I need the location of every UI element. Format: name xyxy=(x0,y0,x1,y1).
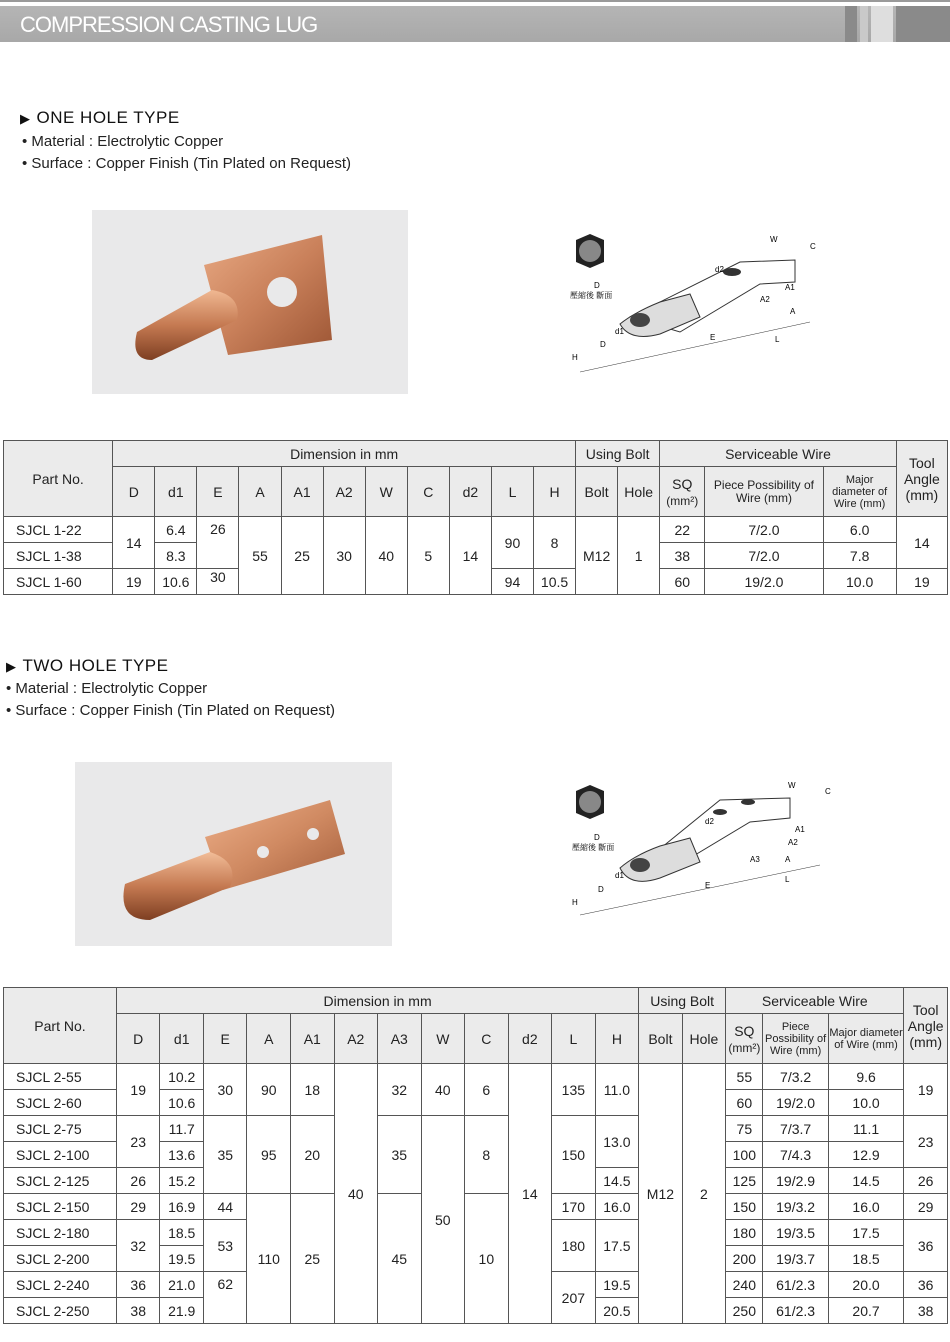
one-hole-spec-table xyxy=(3,440,948,595)
table-cell: 35 xyxy=(203,1116,247,1194)
part-no-cell: SJCL 2-55 xyxy=(4,1064,117,1090)
col-header: A xyxy=(247,1014,291,1064)
table-cell: 44 xyxy=(203,1194,247,1220)
header-block xyxy=(896,6,950,42)
table-cell: 100 xyxy=(726,1142,763,1168)
col-header: D xyxy=(116,1014,160,1064)
col-header-major: Major diameter of Wire (mm) xyxy=(828,1014,904,1064)
part-no-cell: SJCL 2-100 xyxy=(4,1142,117,1168)
table-cell: 200 xyxy=(726,1246,763,1272)
table-cell: 8 xyxy=(534,517,576,569)
page-header xyxy=(0,6,950,42)
col-header-hole: Hole xyxy=(618,467,660,517)
svg-text:D: D xyxy=(594,833,600,842)
table-cell: 29 xyxy=(116,1194,160,1220)
svg-text:W: W xyxy=(788,781,796,790)
table-cell: 50 xyxy=(421,1116,465,1324)
table-cell: 13.6 xyxy=(160,1142,204,1168)
col-header-dimension: Dimension in mm xyxy=(116,988,638,1014)
surface-text: • Surface : Copper Finish (Tin Plated on Request) xyxy=(6,702,336,719)
table-cell: 23 xyxy=(904,1116,948,1168)
one-hole-lug-photo xyxy=(92,210,408,394)
table-cell: 60 xyxy=(660,569,705,595)
table-cell: 5 xyxy=(407,517,449,595)
table-cell: 10.0 xyxy=(823,569,896,595)
table-cell: 16.0 xyxy=(595,1194,639,1220)
table-cell: 14 xyxy=(449,517,491,595)
table-cell: 207 xyxy=(552,1272,596,1324)
table-cell: 45 xyxy=(378,1194,422,1324)
col-header-part-no: Part No. xyxy=(4,988,117,1064)
svg-text:A3: A3 xyxy=(750,855,760,864)
table-cell: 110 xyxy=(247,1194,291,1324)
table-cell: 40 xyxy=(421,1064,465,1116)
table-cell: 6.4 xyxy=(155,517,197,543)
table-cell: 95 xyxy=(247,1116,291,1194)
table-cell: 150 xyxy=(552,1116,596,1194)
svg-text:C: C xyxy=(825,787,831,796)
table-cell: 62 xyxy=(203,1272,247,1324)
col-header-dimension: Dimension in mm xyxy=(113,441,576,467)
table-cell: 19/2.9 xyxy=(763,1168,828,1194)
table-cell: 30 xyxy=(197,569,239,595)
svg-text:H: H xyxy=(572,898,578,907)
col-header: H xyxy=(595,1014,639,1064)
table-cell: 20 xyxy=(291,1116,335,1194)
svg-text:D: D xyxy=(600,340,606,349)
table-cell: 61/2.3 xyxy=(763,1272,828,1298)
diagram-caption: 壓縮後 斷面 xyxy=(572,843,615,852)
svg-text:d2: d2 xyxy=(705,817,714,826)
svg-text:E: E xyxy=(710,333,716,342)
section-title-one-hole: ▶ ONE HOLE TYPE xyxy=(20,108,180,127)
table-cell: 1 xyxy=(618,517,660,595)
table-cell: 90 xyxy=(491,517,533,569)
col-header: E xyxy=(197,467,239,517)
col-header-major: Major diameter of Wire (mm) xyxy=(823,467,896,517)
part-no-cell: SJCL 2-60 xyxy=(4,1090,117,1116)
col-header: d2 xyxy=(449,467,491,517)
table-cell: 10.0 xyxy=(828,1090,904,1116)
table-cell: 7/3.2 xyxy=(763,1064,828,1090)
svg-text:L: L xyxy=(775,335,780,344)
table-cell: 19 xyxy=(113,569,155,595)
table-cell: 10 xyxy=(465,1194,509,1324)
table-cell: 6.0 xyxy=(823,517,896,543)
table-cell: M12 xyxy=(576,517,618,595)
table-cell: M12 xyxy=(639,1064,683,1324)
header-block xyxy=(845,6,857,42)
col-header-using-bolt: Using Bolt xyxy=(576,441,660,467)
table-cell: 55 xyxy=(726,1064,763,1090)
table-cell: 19.5 xyxy=(160,1246,204,1272)
table-cell: 7/2.0 xyxy=(705,543,823,569)
table-cell: 23 xyxy=(116,1116,160,1168)
table-cell: 20.0 xyxy=(828,1272,904,1298)
table-cell: 60 xyxy=(726,1090,763,1116)
col-header: A1 xyxy=(281,467,323,517)
part-no-cell: SJCL 1-38 xyxy=(4,543,113,569)
svg-text:A: A xyxy=(790,307,796,316)
table-cell: 36 xyxy=(904,1220,948,1272)
col-header-bolt: Bolt xyxy=(639,1014,683,1064)
table-cell: 7.8 xyxy=(823,543,896,569)
part-no-cell: SJCL 2-250 xyxy=(4,1298,117,1324)
svg-text:A: A xyxy=(785,855,791,864)
col-header-serviceable-wire: Serviceable Wire xyxy=(660,441,896,467)
col-header-sq: SQ (mm²) xyxy=(726,1014,763,1064)
table-cell: 90 xyxy=(247,1064,291,1116)
table-cell: 38 xyxy=(904,1298,948,1324)
table-cell: 14.5 xyxy=(828,1168,904,1194)
table-cell: 10.6 xyxy=(160,1090,204,1116)
table-cell: 18 xyxy=(291,1064,335,1116)
svg-text:d1: d1 xyxy=(615,327,624,336)
table-cell: 17.5 xyxy=(828,1220,904,1246)
col-header-using-bolt: Using Bolt xyxy=(639,988,726,1014)
table-cell: 240 xyxy=(726,1272,763,1298)
table-cell: 26 xyxy=(116,1168,160,1194)
table-cell: 11.1 xyxy=(828,1116,904,1142)
table-cell: 180 xyxy=(726,1220,763,1246)
col-header: L xyxy=(552,1014,596,1064)
col-header: H xyxy=(534,467,576,517)
table-cell: 32 xyxy=(378,1064,422,1116)
table-cell: 26 xyxy=(197,517,239,569)
header-block xyxy=(871,6,893,42)
svg-text:A2: A2 xyxy=(788,838,798,847)
col-header: W xyxy=(365,467,407,517)
two-hole-lug-photo xyxy=(75,762,392,946)
table-cell: 10.6 xyxy=(155,569,197,595)
table-cell: 19 xyxy=(116,1064,160,1116)
table-cell: 180 xyxy=(552,1220,596,1272)
table-cell: 150 xyxy=(726,1194,763,1220)
table-cell: 36 xyxy=(116,1272,160,1298)
svg-text:E: E xyxy=(705,881,711,890)
table-cell: 29 xyxy=(904,1194,948,1220)
table-cell: 11.0 xyxy=(595,1064,639,1116)
svg-text:A1: A1 xyxy=(795,825,805,834)
col-header: A xyxy=(239,467,281,517)
table-cell: 8.3 xyxy=(155,543,197,569)
table-cell: 40 xyxy=(365,517,407,595)
col-header-piece: Piece Possibility of Wire (mm) xyxy=(705,467,823,517)
col-header: W xyxy=(421,1014,465,1064)
svg-text:d1: d1 xyxy=(615,871,624,880)
part-no-cell: SJCL 2-240 xyxy=(4,1272,117,1298)
material-text: • Material : Electrolytic Copper xyxy=(6,680,208,697)
table-cell: 19/3.5 xyxy=(763,1220,828,1246)
table-cell: 18.5 xyxy=(828,1246,904,1272)
part-no-cell: SJCL 2-125 xyxy=(4,1168,117,1194)
surface-text: • Surface : Copper Finish (Tin Plated on Request) xyxy=(22,155,352,172)
table-cell: 2 xyxy=(682,1064,726,1324)
table-cell: 21.0 xyxy=(160,1272,204,1298)
table-cell: 38 xyxy=(660,543,705,569)
section-title-two-hole: ▶ TWO HOLE TYPE xyxy=(6,656,169,675)
part-no-cell: SJCL 2-150 xyxy=(4,1194,117,1220)
table-cell: 250 xyxy=(726,1298,763,1324)
header-rule xyxy=(0,0,950,2)
col-header-bolt: Bolt xyxy=(576,467,618,517)
col-header: C xyxy=(465,1014,509,1064)
part-no-cell: SJCL 2-75 xyxy=(4,1116,117,1142)
part-no-cell: SJCL 2-200 xyxy=(4,1246,117,1272)
two-hole-spec-table xyxy=(3,987,948,1324)
table-cell: 32 xyxy=(116,1220,160,1272)
col-header: L xyxy=(491,467,533,517)
table-cell: 6 xyxy=(465,1064,509,1116)
svg-text:D: D xyxy=(594,281,600,290)
table-cell: 30 xyxy=(323,517,365,595)
material-text: • Material : Electrolytic Copper xyxy=(22,133,224,150)
col-header-hole: Hole xyxy=(682,1014,726,1064)
col-header: d1 xyxy=(160,1014,204,1064)
table-cell: 19 xyxy=(896,569,947,595)
table-cell: 14 xyxy=(508,1064,552,1324)
table-cell: 55 xyxy=(239,517,281,595)
table-cell: 170 xyxy=(552,1194,596,1220)
svg-text:H: H xyxy=(572,353,578,362)
table-cell: 7/2.0 xyxy=(705,517,823,543)
table-cell: 12.9 xyxy=(828,1142,904,1168)
col-header-piece: Piece Possibility of Wire (mm) xyxy=(763,1014,828,1064)
col-header: E xyxy=(203,1014,247,1064)
table-cell: 36 xyxy=(904,1272,948,1298)
header-block xyxy=(860,6,868,42)
table-cell: 35 xyxy=(378,1116,422,1194)
table-cell: 125 xyxy=(726,1168,763,1194)
svg-text:W: W xyxy=(770,235,778,244)
col-header: d1 xyxy=(155,467,197,517)
table-cell: 25 xyxy=(291,1194,335,1324)
one-hole-dimension-diagram xyxy=(560,222,830,382)
col-header: A3 xyxy=(378,1014,422,1064)
table-cell: 19/3.7 xyxy=(763,1246,828,1272)
col-header: A1 xyxy=(291,1014,335,1064)
table-cell: 15.2 xyxy=(160,1168,204,1194)
col-header: C xyxy=(407,467,449,517)
col-header-tool-angle: Tool Angle (mm) xyxy=(904,988,948,1064)
col-header: A2 xyxy=(323,467,365,517)
table-cell: 75 xyxy=(726,1116,763,1142)
col-header: D xyxy=(113,467,155,517)
table-cell: 16.9 xyxy=(160,1194,204,1220)
table-cell: 10.5 xyxy=(534,569,576,595)
svg-text:C: C xyxy=(810,242,816,251)
table-cell: 22 xyxy=(660,517,705,543)
table-cell: 16.0 xyxy=(828,1194,904,1220)
col-header: A2 xyxy=(334,1014,378,1064)
table-cell: 13.0 xyxy=(595,1116,639,1168)
table-cell: 14 xyxy=(896,517,947,569)
table-cell: 40 xyxy=(334,1064,378,1324)
table-cell: 135 xyxy=(552,1064,596,1116)
table-cell: 94 xyxy=(491,569,533,595)
svg-text:A2: A2 xyxy=(760,295,770,304)
page-title: COMPRESSION CASTING LUG xyxy=(20,12,318,37)
svg-text:d2: d2 xyxy=(715,265,724,274)
svg-text:A1: A1 xyxy=(785,283,795,292)
table-cell: 26 xyxy=(904,1168,948,1194)
table-cell: 53 xyxy=(203,1220,247,1272)
part-no-cell: SJCL 1-22 xyxy=(4,517,113,543)
table-cell: 14 xyxy=(113,517,155,569)
part-no-cell: SJCL 1-60 xyxy=(4,569,113,595)
table-cell: 9.6 xyxy=(828,1064,904,1090)
svg-text:D: D xyxy=(598,885,604,894)
table-cell: 19/2.0 xyxy=(763,1090,828,1116)
table-cell: 19/2.0 xyxy=(705,569,823,595)
col-header-serviceable-wire: Serviceable Wire xyxy=(726,988,904,1014)
col-header-part-no: Part No. xyxy=(4,441,113,517)
table-cell: 30 xyxy=(203,1064,247,1116)
table-cell: 20.7 xyxy=(828,1298,904,1324)
table-cell: 20.5 xyxy=(595,1298,639,1324)
table-cell: 19.5 xyxy=(595,1272,639,1298)
table-cell: 61/2.3 xyxy=(763,1298,828,1324)
table-cell: 11.7 xyxy=(160,1116,204,1142)
table-cell: 19/3.2 xyxy=(763,1194,828,1220)
table-cell: 25 xyxy=(281,517,323,595)
table-cell: 18.5 xyxy=(160,1220,204,1246)
table-cell: 7/3.7 xyxy=(763,1116,828,1142)
col-header: d2 xyxy=(508,1014,552,1064)
col-header-tool-angle: Tool Angle (mm) xyxy=(896,441,947,517)
table-cell: 10.2 xyxy=(160,1064,204,1090)
part-no-cell: SJCL 2-180 xyxy=(4,1220,117,1246)
two-hole-dimension-diagram xyxy=(560,770,840,920)
table-cell: 14.5 xyxy=(595,1168,639,1194)
table-cell: 19 xyxy=(904,1064,948,1116)
table-cell: 17.5 xyxy=(595,1220,639,1272)
table-cell: 7/4.3 xyxy=(763,1142,828,1168)
table-cell: 38 xyxy=(116,1298,160,1324)
diagram-caption: 壓縮後 斷面 xyxy=(570,291,613,300)
svg-text:L: L xyxy=(785,875,790,884)
table-cell: 21.9 xyxy=(160,1298,204,1324)
table-cell: 8 xyxy=(465,1116,509,1194)
col-header-sq: SQ (mm²) xyxy=(660,467,705,517)
